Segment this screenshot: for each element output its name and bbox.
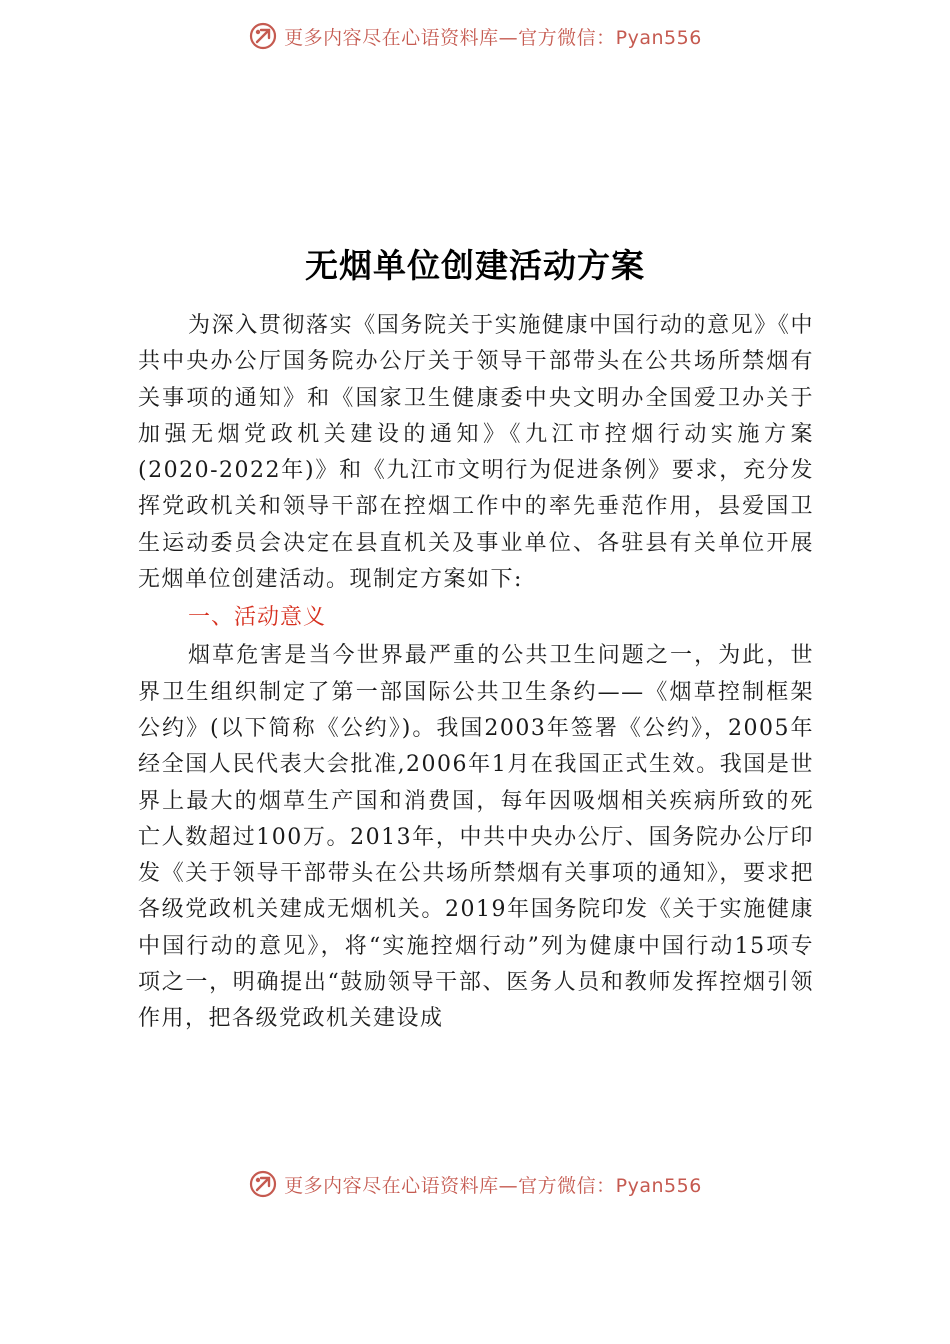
watermark-text: 更多内容尽在心语资料库—官方微信：Pyan556 bbox=[284, 26, 702, 49]
logo-icon bbox=[248, 21, 278, 51]
watermark-text: 更多内容尽在心语资料库—官方微信：Pyan556 bbox=[284, 1174, 702, 1197]
section-heading: 一、活动意义 bbox=[188, 605, 327, 631]
footer-watermark bbox=[0, 1164, 950, 1204]
intro-paragraph: 为深入贯彻落实《国务院关于实施健康中国行动的意见》《中共中央办公厅国务院办公厅关于领导干部带头在公共场所禁烟有关事项的通知》和《国家卫生健康委中央文明办全国爱卫办关于加强无烟党政机关建设的通知》《九江市控烟行动实施方案(2020-2022年)》和《九江市文明行为促进条例》要求，充分发挥党政机关和领导干部在控烟工作中的率先垂范作用，县爱国卫生运动委员会决定在县直机关及事业单位、各驻县有关单位开展无烟单位创建活动。现制定方案如下: bbox=[138, 313, 814, 593]
logo-icon bbox=[248, 1169, 278, 1199]
header-watermark bbox=[0, 16, 950, 56]
document-title: 无烟单位创建活动方案 bbox=[305, 246, 645, 285]
document-body bbox=[138, 308, 814, 1038]
section-paragraph: 烟草危害是当今世界最严重的公共卫生问题之一，为此，世界卫生组织制定了第一部国际公共卫生条约——《烟草控制框架公约》(以下简称《公约》)。我国2003年签署《公约》，2005年经全国人民代表大会批准,2006年1月在我国正式生效。我国是世界上最大的烟草生产国和消费国，每年因吸烟相关疾病所致的死亡人数超过100万。2013年，中共中央办公厅、国务院办公厅印发《关于领导干部带头在公共场所禁烟有关事项的通知》，要求把各级党政机关建成无烟机关。2019年国务院印发《关于实施健康中国行动的意见》，将“实施控烟行动”列为健康中国行动15项专项之一，明确提出“鼓励领导干部、医务人员和教师发挥控烟引领作用，把各级党政机关建设成 bbox=[138, 643, 814, 1032]
